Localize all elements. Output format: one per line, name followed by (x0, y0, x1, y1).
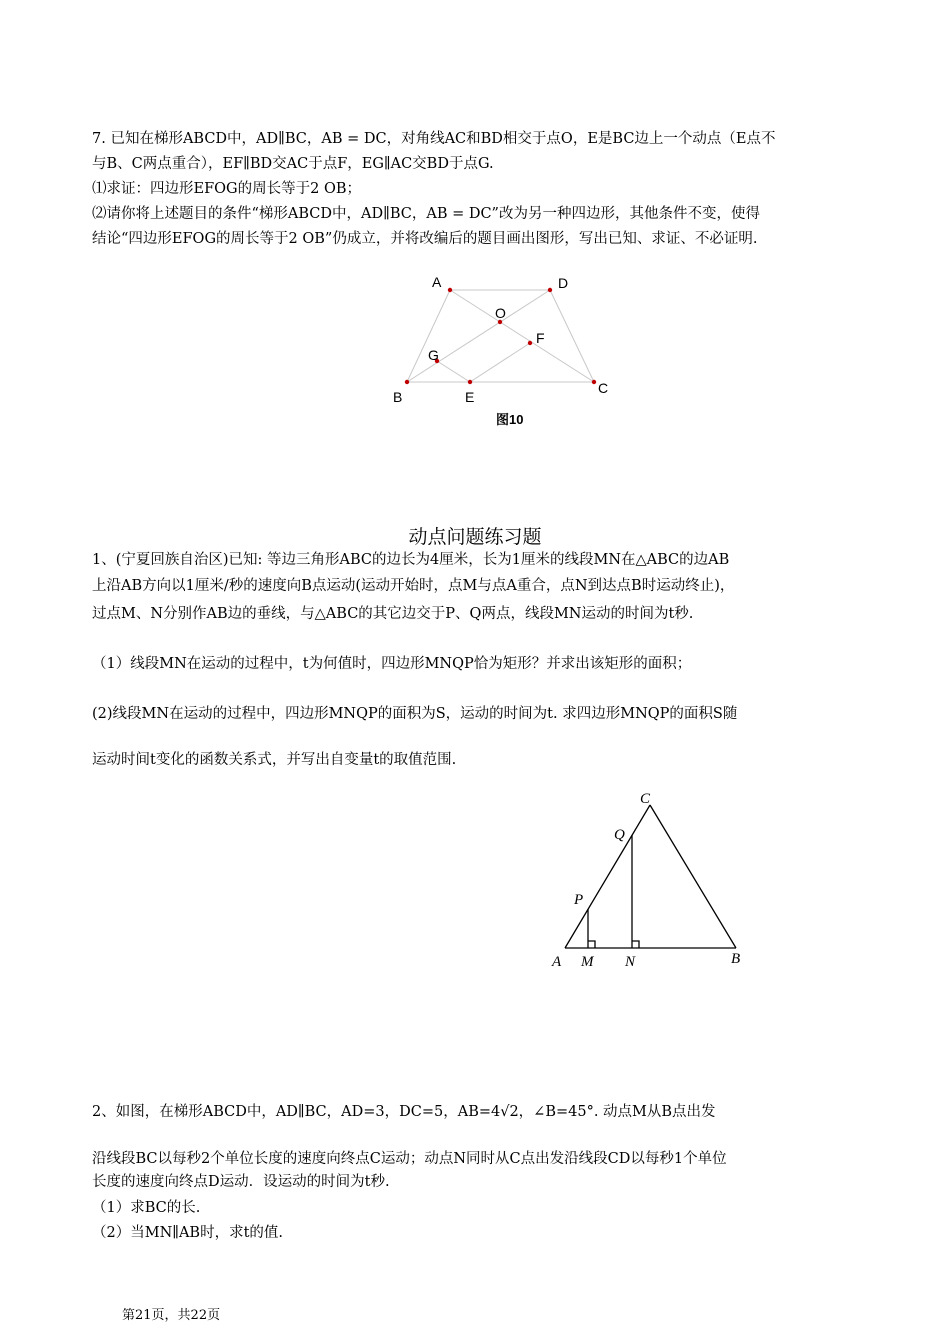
p7-line1: 7. 已知在梯形ABCD中，AD∥BC，AB = DC，对角线AC和BD相交于点O，E是BC边上一个动点（E点不 (92, 131, 776, 147)
p7-line4: ⑵请你将上述题目的条件“梯形ABCD中，AD∥BC，AB = DC”改为另一种四边形，其他条件不变，使得 (92, 206, 760, 222)
label-b2: B (731, 951, 741, 967)
p7-line5: 结论“四边形EFOG的周长等于2 OB”仍成立，并将改编后的题目画出图形，写出已知、求证、不必证明. (92, 231, 758, 247)
triangle-figure (540, 785, 760, 975)
label-e: E (465, 389, 475, 405)
label-n: N (625, 954, 636, 970)
label-c: C (598, 380, 609, 396)
label-a2: A (552, 954, 562, 970)
p2-line5: （2）当MN∥AB时，求t的值. (92, 1225, 284, 1241)
p2-line3: 长度的速度向终点D运动．设运动的时间为t秒. (92, 1174, 390, 1190)
p1-line5: (2)线段MN在运动的过程中，四边形MNQP的面积为S，运动的时间为t. 求四边形MNQP的面积S随 (92, 706, 738, 722)
p7-line2: 与B、C两点重合），EF∥BD交AC于点F，EG∥AC交BD于点G. (92, 156, 494, 172)
label-c2: C (640, 791, 651, 807)
label-o: O (495, 305, 506, 321)
point-f-dot (528, 341, 532, 345)
p2-line1: 2、如图，在梯形ABCD中，AD∥BC，AD=3，DC=5，AB=4√2，∠B=45°. 动点M从B点出发 (92, 1104, 716, 1120)
point-d-dot (548, 288, 552, 292)
point-c-dot (592, 380, 596, 384)
point-a-dot (448, 288, 452, 292)
label-a: A (432, 274, 442, 290)
section-title: 动点问题练习题 (408, 526, 542, 548)
point-b-dot (405, 380, 409, 384)
label-d: D (558, 275, 569, 291)
p2-line2: 沿线段BC以每秒2个单位长度的速度向终点C运动；动点N同时从C点出发沿线段CD以每秒1个单位 (92, 1151, 727, 1167)
p1-line4: （1）线段MN在运动的过程中，t为何值时，四边形MNQP恰为矩形？并求出该矩形的面积； (92, 656, 692, 672)
label-g: G (428, 347, 439, 363)
p1-line6: 运动时间t变化的函数关系式，并写出自变量t的取值范围. (92, 752, 457, 768)
figure-caption: 图10 (496, 412, 524, 427)
label-b: B (393, 389, 403, 405)
label-q: Q (614, 827, 625, 843)
p2-line4: （1）求BC的长. (92, 1200, 201, 1216)
label-m: M (581, 954, 594, 970)
p7-line3: ⑴求证：四边形EFOG的周长等于2 OB； (92, 181, 361, 197)
label-f: F (536, 330, 545, 346)
p1-line2: 上沿AB方向以1厘米/秒的速度向B点运动(运动开始时，点M与点A重合，点N到达点B时运动终止)， (92, 578, 735, 594)
page-footer: 第21页，共22页 (122, 1308, 221, 1323)
label-p: P (574, 892, 584, 908)
point-e-dot (468, 380, 472, 384)
p1-line1: 1、(宁夏回族自治区)已知: 等边三角形ABC的边长为4厘米，长为1厘米的线段MN在△ABC的边AB (92, 552, 730, 568)
trapezoid-figure (380, 265, 640, 435)
p1-line3: 过点M、N分别作AB边的垂线，与△ABC的其它边交于P、Q两点，线段MN运动的时间为t秒. (92, 606, 694, 622)
